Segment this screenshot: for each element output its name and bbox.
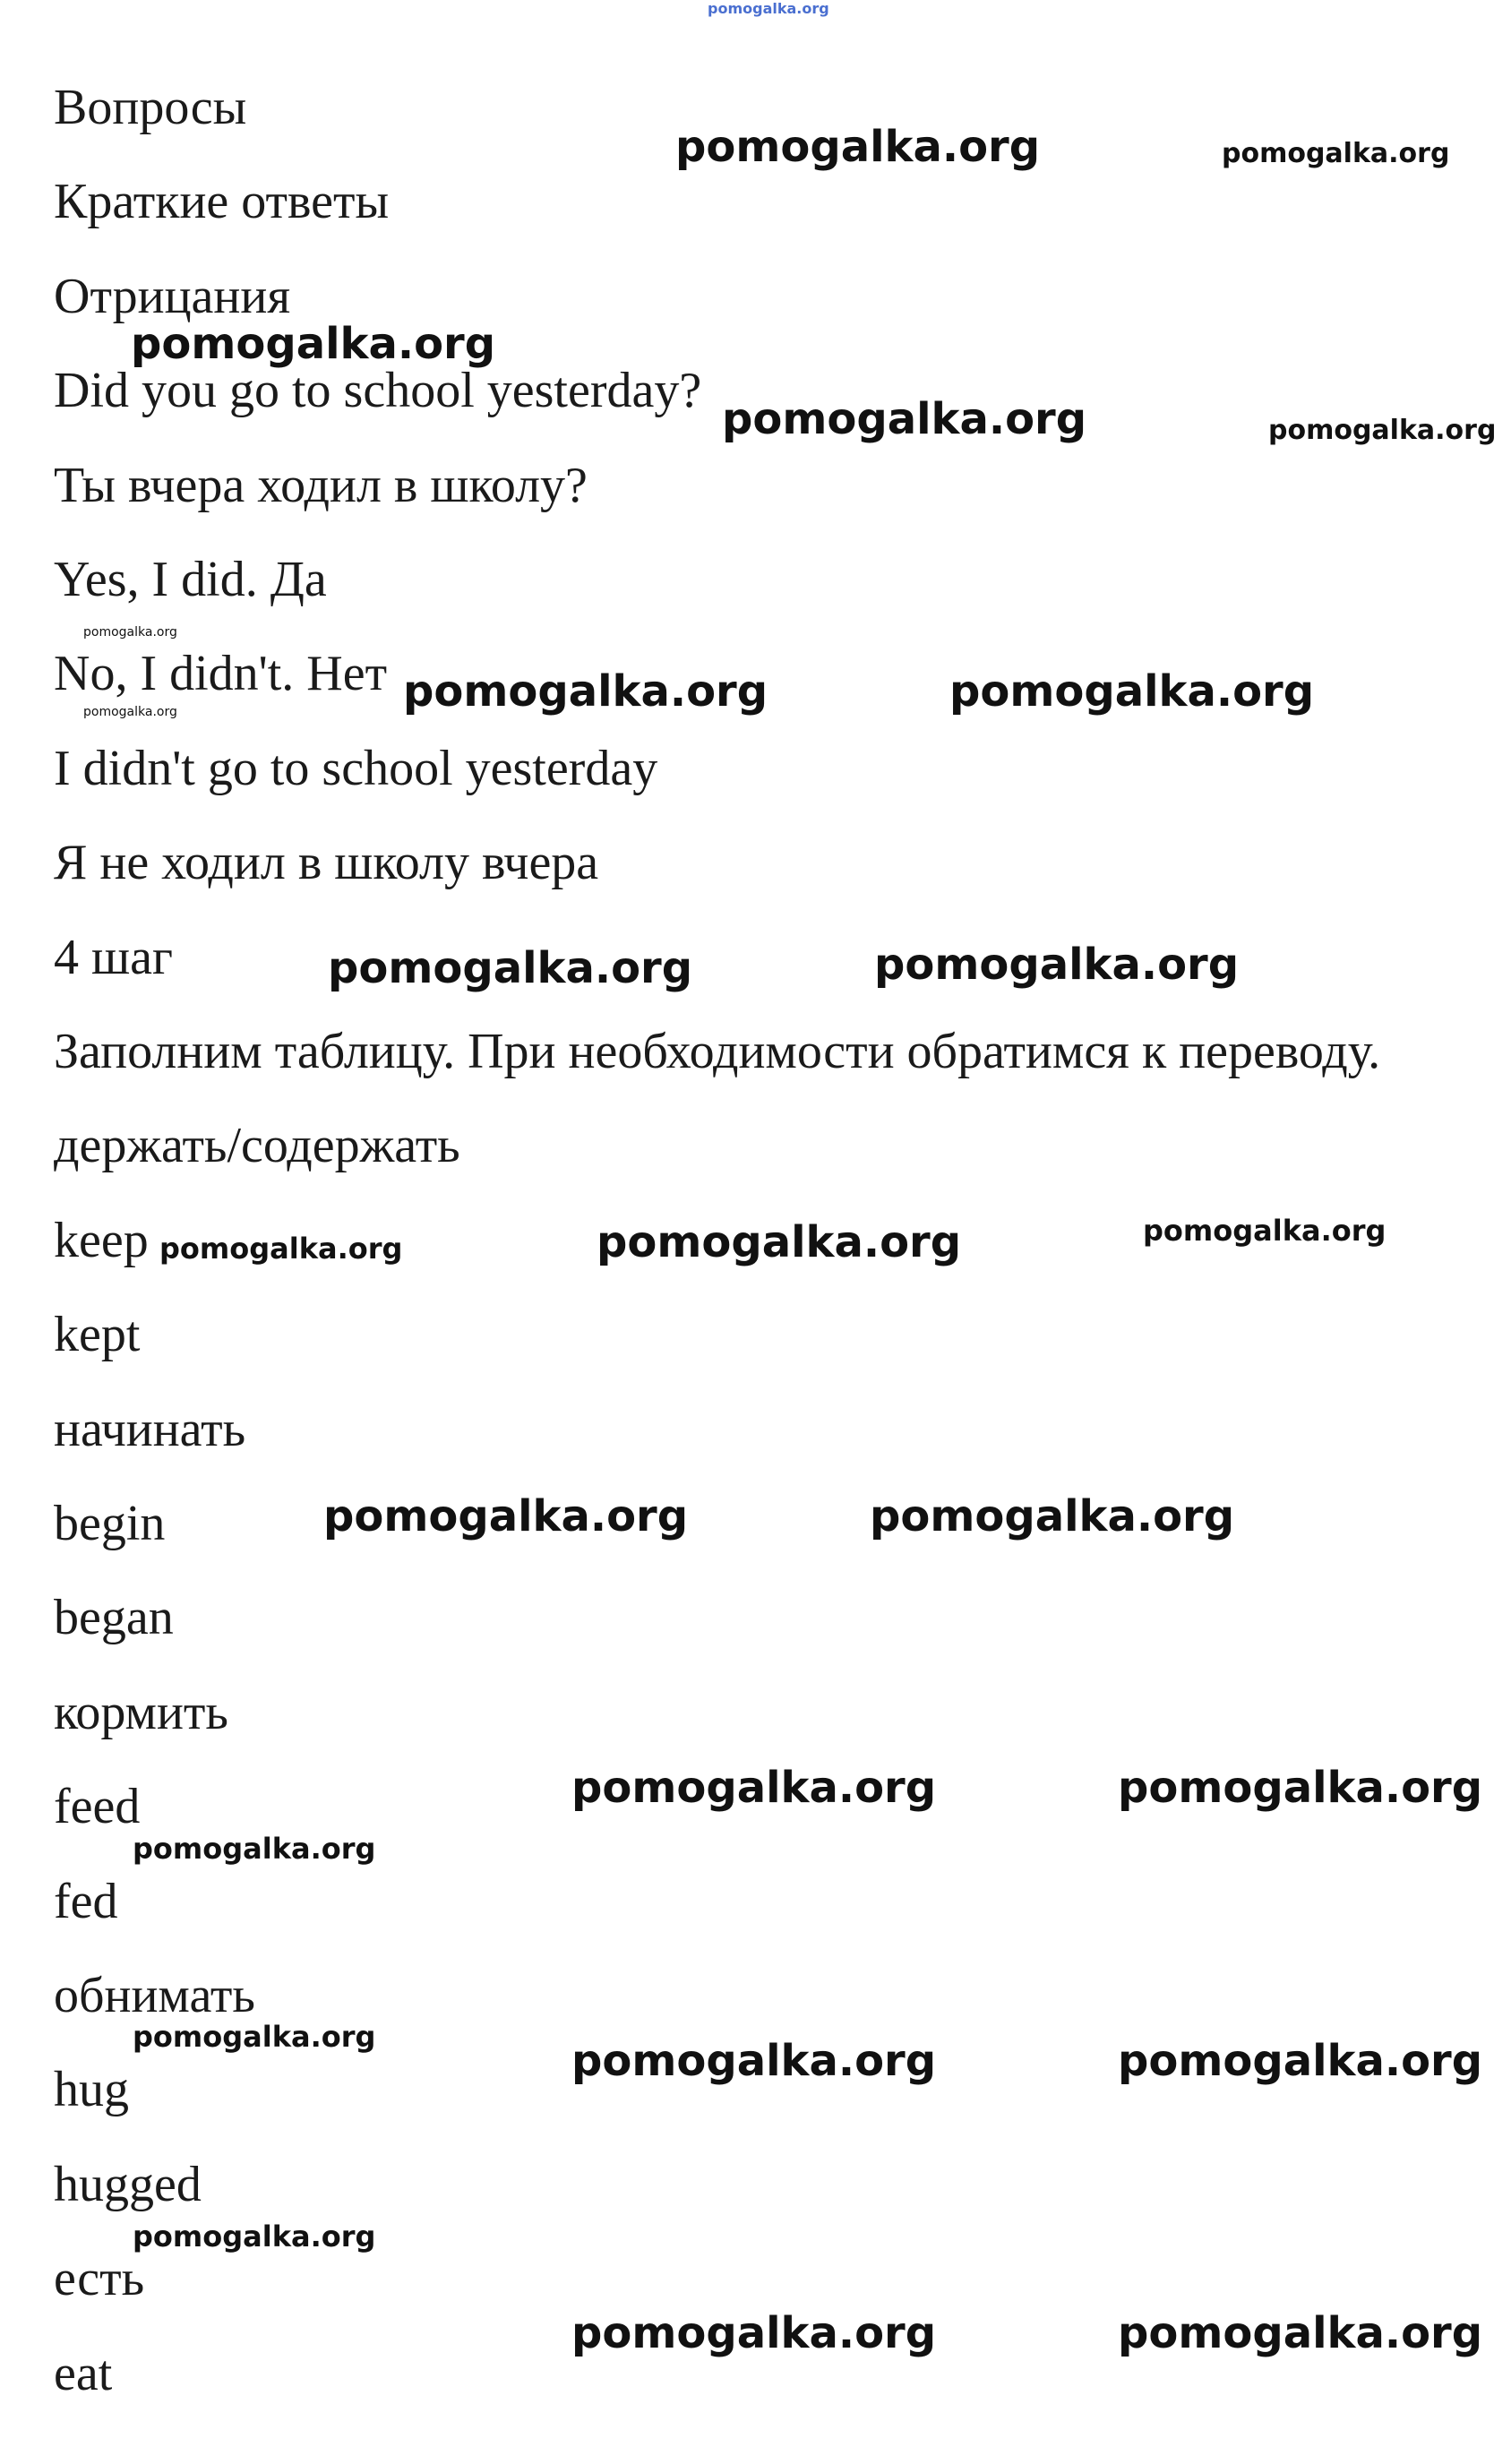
text-line-keep: keep xyxy=(54,1213,149,1268)
watermark: pomogalka.org xyxy=(1143,1214,1387,1248)
text-line-begin: begin xyxy=(54,1496,166,1551)
watermark: pomogalka.org xyxy=(133,2020,376,2054)
watermark: pomogalka.org xyxy=(1118,2036,1483,2086)
watermark: pomogalka.org xyxy=(159,1232,403,1266)
text-line-began: began xyxy=(54,1590,174,1645)
watermark: pomogalka.org xyxy=(1268,415,1497,446)
text-line-negative-en: I didn't go to school yesterday xyxy=(54,741,658,796)
text-line-question-en: Did you go to school yesterday? xyxy=(54,363,702,418)
text-line-eat: eat xyxy=(54,2346,113,2401)
watermark: pomogalka.org xyxy=(323,1491,689,1541)
watermark: pomogalka.org xyxy=(131,319,496,369)
watermark: pomogalka.org xyxy=(949,666,1315,717)
text-line-feed-ru: кормить xyxy=(54,1685,228,1740)
watermark-top: pomogalka.org xyxy=(708,0,829,17)
text-line-yes-answer: Yes, I did. Да xyxy=(54,552,327,607)
watermark: pomogalka.org xyxy=(874,940,1240,990)
watermark: pomogalka.org xyxy=(597,1217,962,1267)
text-line-keep-ru: держать/содержать xyxy=(54,1118,460,1173)
watermark: pomogalka.org xyxy=(133,1832,376,1866)
watermark: pomogalka.org xyxy=(83,705,177,719)
watermark: pomogalka.org xyxy=(83,625,177,640)
watermark: pomogalka.org xyxy=(675,122,1041,172)
text-line-kept: kept xyxy=(54,1307,141,1362)
text-line-short-answers: Краткие ответы xyxy=(54,174,390,229)
watermark: pomogalka.org xyxy=(328,943,693,993)
text-line-negative-ru: Я не ходил в школу вчера xyxy=(54,835,599,890)
watermark: pomogalka.org xyxy=(571,2308,937,2358)
text-line-begin-ru: начинать xyxy=(54,1402,246,1457)
text-line-question-ru: Ты вчера ходил в школу? xyxy=(54,458,588,513)
text-line-negations: Отрицания xyxy=(54,269,291,324)
text-line-step-4: 4 шаг xyxy=(54,930,173,985)
text-line-questions: Вопросы xyxy=(54,80,247,135)
watermark: pomogalka.org xyxy=(1222,138,1450,169)
text-line-hug: hug xyxy=(54,2062,129,2117)
text-line-feed: feed xyxy=(54,1779,141,1834)
text-line-no-answer: No, I didn't. Нет xyxy=(54,646,388,701)
watermark: pomogalka.org xyxy=(722,394,1087,444)
text-line-hugged: hugged xyxy=(54,2157,202,2212)
text-line-instruction: Заполним таблицу. При необходимости обратимся к переводу. xyxy=(54,1024,1381,1079)
watermark: pomogalka.org xyxy=(870,1491,1235,1541)
text-line-eat-ru: есть xyxy=(54,2251,145,2306)
watermark: pomogalka.org xyxy=(133,2219,376,2254)
watermark: pomogalka.org xyxy=(571,1763,937,1813)
text-line-hug-ru: обнимать xyxy=(54,1968,255,2023)
watermark: pomogalka.org xyxy=(403,666,768,717)
watermark: pomogalka.org xyxy=(571,2036,937,2086)
text-line-fed: fed xyxy=(54,1874,118,1929)
watermark: pomogalka.org xyxy=(1118,1763,1483,1813)
watermark: pomogalka.org xyxy=(1118,2308,1483,2358)
